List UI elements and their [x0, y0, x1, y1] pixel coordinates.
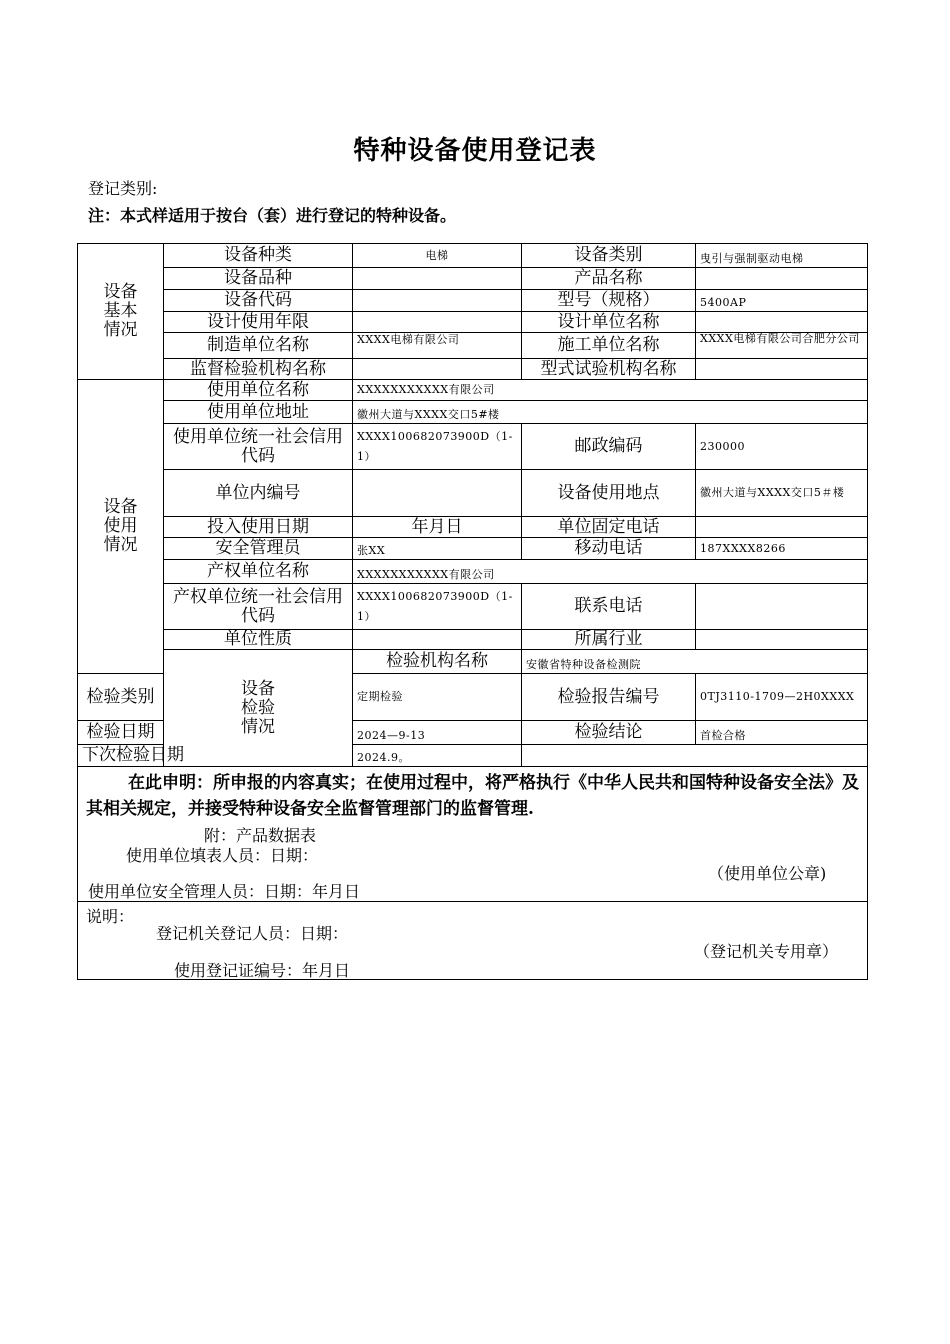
equipment-category-label: 设备类别	[522, 244, 696, 268]
internal-no-value	[353, 470, 522, 517]
equipment-type-label: 设备种类	[164, 244, 353, 268]
inspection-date-value: 2024—9-13	[353, 721, 522, 745]
inspection-date-label: 检验日期	[78, 721, 164, 745]
filler-line: 使用单位填表人员：日期：	[126, 846, 319, 865]
attachment-line: 附：产品数据表	[204, 826, 317, 845]
postal-label: 邮政编码	[522, 424, 696, 470]
section-inspection-label: 设备 检验 情况	[241, 678, 275, 737]
section-inspection	[164, 650, 353, 767]
design-unit-label: 设计单位名称	[522, 312, 696, 333]
report-no-label: 检验报告编号	[522, 674, 696, 721]
construction-unit-label: 施工单位名称	[522, 333, 696, 359]
owner-credit-label: 产权单位统一社会信用代码	[164, 584, 353, 630]
next-date-label: 下次检验日期	[78, 745, 164, 767]
code-value	[353, 290, 522, 312]
agency-label: 检验机构名称	[353, 650, 522, 674]
user-seal: （使用单位公章)	[708, 864, 827, 883]
variety-value	[353, 268, 522, 290]
section-basic-label: 设备 基本 情况	[103, 282, 138, 340]
user-credit-value: XXXX100682073900D（1-1）	[353, 424, 522, 470]
postal-value: 230000	[696, 424, 868, 470]
type-test-label: 型式试验机构名称	[522, 359, 696, 380]
safety-manager-label: 安全管理员	[164, 538, 353, 560]
contact-phone-value	[696, 584, 868, 630]
nature-value	[353, 630, 522, 650]
conclusion-label: 检验结论	[522, 721, 696, 745]
next-date-blank	[522, 745, 868, 767]
safety-person-line: 使用单位安全管理人员：日期：年月日	[88, 882, 361, 901]
fixed-phone-value	[696, 517, 868, 538]
equipment-type-value: 电梯	[353, 244, 522, 268]
authority-seal: （登记机关专用章）	[694, 942, 839, 961]
inspection-category-label: 检验类别	[78, 674, 164, 721]
registration-table	[77, 243, 868, 980]
fixed-phone-label: 单位固定电话	[522, 517, 696, 538]
design-unit-value	[696, 312, 868, 333]
model-label: 型号（规格）	[522, 290, 696, 312]
commission-date-label: 投入使用日期	[164, 517, 353, 538]
model-value: 5400AP	[696, 290, 868, 312]
variety-label: 设备品种	[164, 268, 353, 290]
manufacturer-value: XXXX电梯有限公司	[353, 333, 522, 359]
user-address-value: 徽州大道与XXXX交口5#楼	[353, 401, 868, 424]
industry-label: 所属行业	[522, 630, 696, 650]
owner-value: XXXXXXXXXXX有限公司	[353, 560, 868, 584]
conclusion-value: 首检合格	[696, 721, 868, 745]
contact-phone-label: 联系电话	[522, 584, 696, 630]
manufacturer-label: 制造单位名称	[164, 333, 353, 359]
supervision-label: 监督检验机构名称	[164, 359, 353, 380]
declaration-cell	[78, 767, 868, 902]
declaration-text: 在此申明：所申报的内容真实；在使用过程中，将严格执行《中华人民共和国特种设备安全法》及其相关规定，并接受特种设备安全监督管理部门的监督管理.	[86, 773, 859, 819]
equipment-category-value: 曳引与强制驱动电梯	[696, 244, 868, 268]
section-usage	[78, 380, 164, 674]
explanation-label: 说明：	[86, 907, 135, 926]
form-note: 注：本式样适用于按台（套）进行登记的特种设备。	[88, 206, 457, 225]
report-no-value: 0TJ3110-1709—2H0XXXX	[696, 674, 868, 721]
form-title: 特种设备使用登记表	[353, 136, 597, 166]
product-name-label: 产品名称	[522, 268, 696, 290]
registrar-line: 登记机关登记人员：日期：	[156, 924, 349, 943]
nature-label: 单位性质	[164, 630, 353, 650]
agency-value: 安徽省特种设备检测院	[522, 650, 868, 674]
explanation-cell	[78, 902, 868, 980]
owner-label: 产权单位名称	[164, 560, 353, 584]
inspection-category-value: 定期检验	[353, 674, 522, 721]
safety-manager-value: 张XX	[353, 538, 522, 560]
design-life-label: 设计使用年限	[164, 312, 353, 333]
user-unit-value: XXXXXXXXXXX有限公司	[353, 380, 868, 401]
mobile-label: 移动电话	[522, 538, 696, 560]
internal-no-label: 单位内编号	[164, 470, 353, 517]
product-name-value	[696, 268, 868, 290]
user-unit-label: 使用单位名称	[164, 380, 353, 401]
type-test-value	[696, 359, 868, 380]
commission-date-value: 年月日	[353, 517, 522, 538]
section-basic	[78, 244, 164, 380]
owner-credit-value: XXXX100682073900D（1-1）	[353, 584, 522, 630]
user-credit-label: 使用单位统一社会信用代码	[164, 424, 353, 470]
design-life-value	[353, 312, 522, 333]
mobile-value: 187XXXX8266	[696, 538, 868, 560]
code-label: 设备代码	[164, 290, 353, 312]
supervision-value	[353, 359, 522, 380]
next-date-value: 2024.9。	[353, 745, 522, 767]
industry-value	[696, 630, 868, 650]
registration-type-label: 登记类别:	[88, 179, 158, 198]
section-usage-label: 设备 使用 情况	[103, 497, 138, 555]
construction-unit-value: XXXX电梯有限公司合肥分公司	[696, 333, 868, 359]
certificate-line: 使用登记证编号：年月日	[174, 961, 351, 980]
location-value: 徽州大道与XXXX交口5＃楼	[696, 470, 868, 517]
user-address-label: 使用单位地址	[164, 401, 353, 424]
location-label: 设备使用地点	[522, 470, 696, 517]
